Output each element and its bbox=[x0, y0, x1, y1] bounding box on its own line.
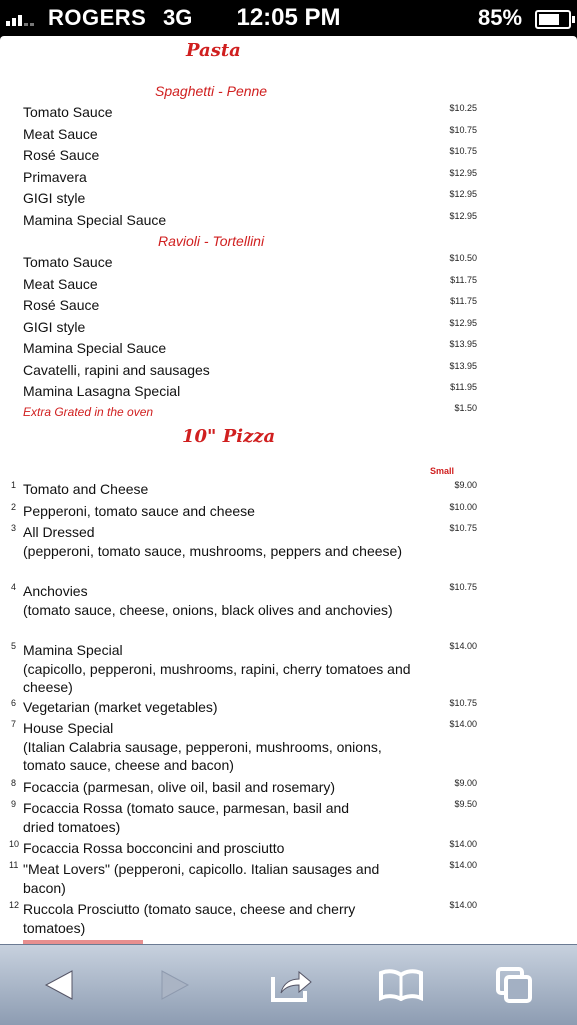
spaghetti-heading: Spaghetti - Penne bbox=[155, 83, 268, 99]
bookmarks-icon bbox=[378, 969, 424, 1001]
item-name: Pepperoni, tomato sauce and cheese bbox=[23, 503, 255, 519]
bookmarks-button[interactable] bbox=[376, 963, 426, 1007]
item-name: Rosé Sauce bbox=[23, 297, 100, 313]
item-price: $10.75 bbox=[449, 523, 477, 533]
item-number: 6 bbox=[11, 698, 17, 708]
item-price: $12.95 bbox=[449, 189, 477, 199]
item-price: $11.75 bbox=[450, 274, 477, 285]
item-price: $10.50 bbox=[449, 253, 477, 263]
item-price: $14.00 bbox=[449, 839, 477, 849]
item-name: Focaccia (parmesan, olive oil, basil and rosemary) bbox=[23, 779, 336, 795]
item-number: 10 bbox=[9, 839, 20, 849]
menu-page[interactable] bbox=[0, 36, 577, 944]
clock: 12:05 PM bbox=[236, 4, 341, 31]
item-name: Anchovies bbox=[23, 583, 88, 599]
item-price: $14.00 bbox=[449, 900, 477, 910]
item-name: Primavera bbox=[23, 168, 87, 185]
item-price: $11.95 bbox=[450, 382, 477, 392]
forward-arrow-icon bbox=[160, 969, 190, 1001]
item-name: Mamina Special bbox=[23, 642, 123, 658]
item-name: Ruccola Prosciutto (tomato sauce, cheese and cherry bbox=[23, 901, 356, 917]
item-number: 4 bbox=[11, 582, 17, 592]
item-price: $13.95 bbox=[449, 360, 477, 371]
item-description: tomatoes) bbox=[23, 920, 86, 936]
item-name: Tomato and Cheese bbox=[23, 481, 149, 497]
share-button[interactable] bbox=[266, 963, 316, 1007]
ravioli-heading: Ravioli - Tortellini bbox=[158, 233, 265, 249]
item-number: 1 bbox=[11, 480, 17, 490]
extra-name: Extra Grated in the oven bbox=[23, 405, 154, 419]
item-price: $9.00 bbox=[454, 480, 477, 490]
item-description: (capicollo, pepperoni, mushrooms, rapini, cherry tomatoes and cheese) bbox=[23, 661, 411, 695]
item-number: 9 bbox=[11, 799, 17, 809]
pasta-title: Pasta bbox=[186, 40, 241, 61]
item-number: 12 bbox=[9, 900, 20, 910]
item-description: bacon) bbox=[23, 880, 66, 896]
item-price: $14.00 bbox=[449, 641, 477, 651]
item-name: GIGI style bbox=[23, 190, 86, 206]
item-name: Focaccia Rossa bocconcini and prosciutto bbox=[23, 840, 285, 856]
item-price: $10.25 bbox=[449, 103, 477, 113]
item-name: Tomato Sauce bbox=[23, 104, 113, 120]
item-number: 7 bbox=[11, 719, 17, 729]
item-name: All Dressed bbox=[23, 524, 95, 540]
item-price: $10.75 bbox=[449, 698, 477, 708]
item-name: Mamina Lasagna Special bbox=[23, 383, 181, 399]
item-description: (pepperoni, tomato sauce, mushrooms, peppers and cheese) bbox=[23, 543, 402, 559]
item-name: House Special bbox=[23, 720, 114, 736]
item-description: dried tomatoes) bbox=[23, 819, 121, 835]
item-name: Tomato Sauce bbox=[23, 254, 113, 270]
item-price: $12.95 bbox=[449, 317, 477, 328]
item-name: Cavatelli, rapini and sausages bbox=[23, 361, 210, 378]
back-arrow-icon bbox=[44, 969, 74, 1001]
item-number: 2 bbox=[11, 502, 17, 512]
item-number: 3 bbox=[11, 523, 17, 533]
item-name: Mamina Special Sauce bbox=[23, 340, 167, 356]
item-name: Vegetarian (market vegetables) bbox=[23, 699, 218, 715]
browser-toolbar bbox=[0, 944, 577, 1025]
item-price: $11.75 bbox=[450, 296, 477, 306]
item-description: (tomato sauce, cheese, onions, black olives and anchovies) bbox=[23, 602, 393, 618]
pages-icon bbox=[495, 966, 535, 1004]
item-name: Mamina Special Sauce bbox=[23, 211, 167, 228]
back-button[interactable] bbox=[34, 963, 84, 1007]
battery-icon bbox=[535, 10, 571, 29]
extra-price: $1.50 bbox=[454, 403, 477, 413]
pages-button[interactable] bbox=[490, 963, 540, 1007]
item-name: Meat Sauce bbox=[23, 275, 98, 292]
status-bar bbox=[0, 0, 577, 36]
item-price: $14.00 bbox=[449, 719, 477, 729]
item-price: $10.00 bbox=[449, 502, 477, 512]
item-name: "Meat Lovers" (pepperoni, capicollo. Italian sausages and bbox=[23, 861, 380, 877]
item-price: $12.95 bbox=[449, 167, 477, 178]
item-name: Rosé Sauce bbox=[23, 147, 100, 163]
item-price: $12.95 bbox=[449, 210, 477, 221]
share-icon bbox=[269, 967, 313, 1003]
carrier-name: ROGERS bbox=[48, 5, 147, 30]
item-name: Meat Sauce bbox=[23, 125, 98, 142]
size-label: Small bbox=[429, 466, 454, 476]
item-name: Focaccia Rossa (tomato sauce, parmesan, basil and bbox=[23, 800, 350, 816]
item-price: $10.75 bbox=[449, 582, 477, 592]
item-price: $10.75 bbox=[449, 124, 477, 135]
item-price: $14.00 bbox=[449, 860, 477, 870]
battery-percent: 85% bbox=[478, 5, 523, 30]
item-name: GIGI style bbox=[23, 318, 86, 335]
item-description: (Italian Calabria sausage, pepperoni, mushrooms, onions, tomato sauce, cheese and bacon) bbox=[23, 739, 382, 773]
network-type: 3G bbox=[163, 5, 193, 30]
item-number: 11 bbox=[9, 860, 19, 870]
item-price: $13.95 bbox=[449, 339, 477, 349]
item-price: $9.00 bbox=[454, 778, 477, 788]
item-price: $10.75 bbox=[449, 146, 477, 156]
item-number: 8 bbox=[11, 778, 17, 788]
forward-button[interactable] bbox=[150, 963, 200, 1007]
item-number: 5 bbox=[11, 641, 17, 651]
pizza-title: 10" Pizza bbox=[182, 426, 276, 447]
item-price: $9.50 bbox=[454, 799, 477, 809]
